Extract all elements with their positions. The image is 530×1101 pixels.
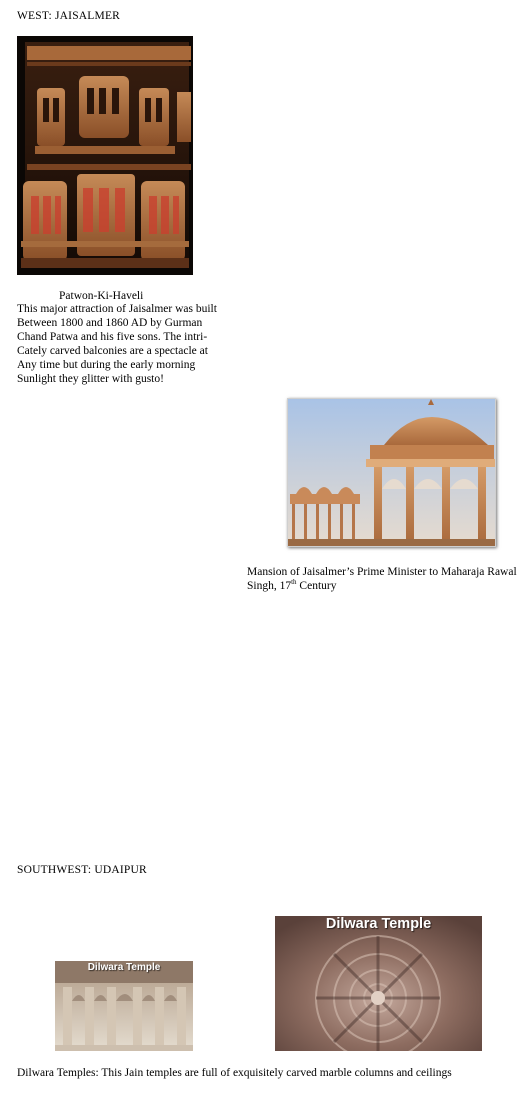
haveli-caption-line: Any time but during the early morning <box>17 359 196 371</box>
haveli-caption-line: Cately carved balconies are a spectacle at <box>17 345 208 357</box>
haveli-facade-image <box>17 36 193 275</box>
haveli-caption-line: Between 1800 and 1860 AD by Gurman <box>17 317 203 329</box>
haveli-caption-title: Patwon-Ki-Haveli <box>59 290 144 302</box>
haveli-caption-line: Chand Patwa and his five sons. The intri- <box>17 331 208 343</box>
section-heading-west: WEST: JAISALMER <box>17 10 121 22</box>
dilwara-big-label: Dilwara Temple <box>325 916 432 932</box>
dilwara-caption: Dilwara Temples: This Jain temples are full of exquisitely carved marble columns and ceilings <box>17 1067 452 1079</box>
ordinal-suffix: th <box>291 578 297 587</box>
section-heading-southwest: SOUTHWEST: UDAIPUR <box>17 864 147 876</box>
mansion-caption-line <box>247 579 336 593</box>
mansion-chhatri-image <box>287 398 496 547</box>
dilwara-ceiling-image <box>275 916 482 1051</box>
dilwara-columns-image <box>55 961 193 1051</box>
haveli-caption-line: Sunlight they glitter with gusto! <box>17 373 164 385</box>
mansion-caption-line: Mansion of Jaisalmer’s Prime Minister to Maharaja Rawal <box>247 566 517 578</box>
dilwara-small-label: Dilwara Temple <box>87 962 161 973</box>
mansion-caption-text: Century <box>296 580 337 592</box>
mansion-caption-text: Singh, 17 <box>247 580 292 592</box>
haveli-caption-line: This major attraction of Jaisalmer was built <box>17 303 217 315</box>
